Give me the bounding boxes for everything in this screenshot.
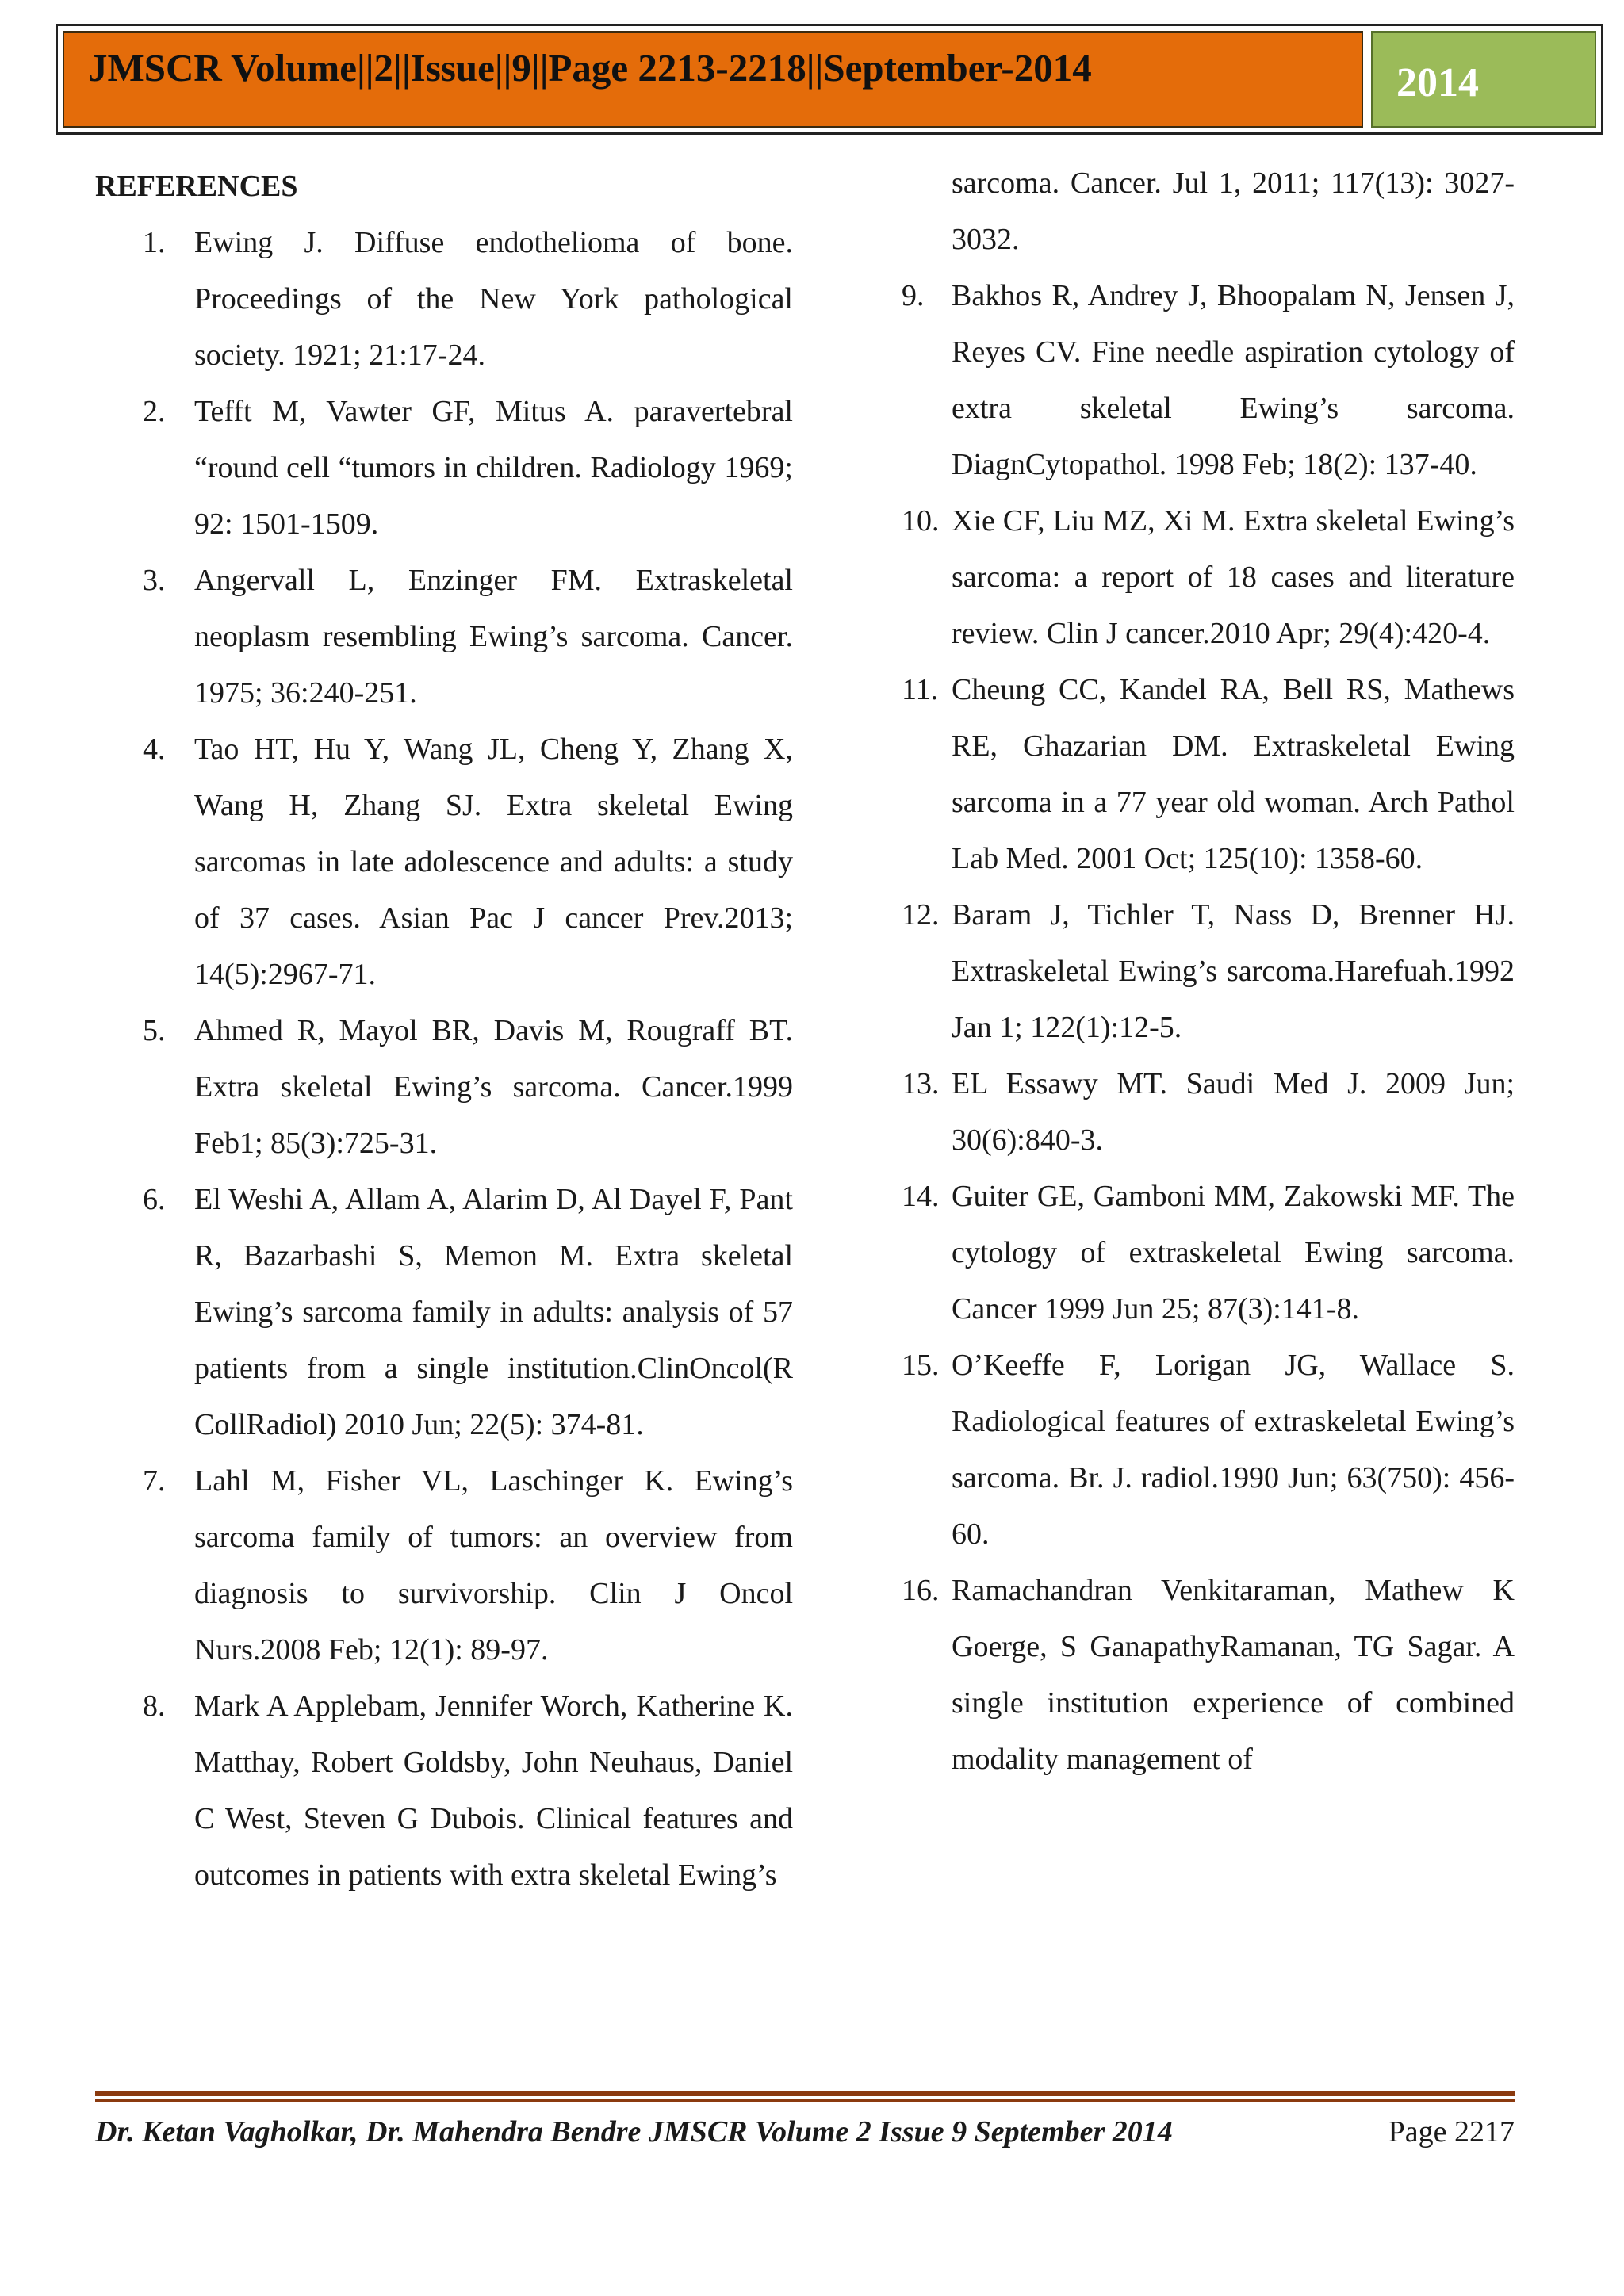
reference-text: Ewing J. Diffuse endothelioma of bone. Proceedings of the New York pathological society. 1921; 21:17-24. [194,226,793,372]
reference-number: 2. [143,395,166,428]
reference-text: Baram J, Tichler T, Nass D, Brenner HJ. Extraskeletal Ewing’s sarcoma.Harefuah.1992 Jan 1; 122(1):12-5. [952,898,1515,1044]
reference-text: Ahmed R, Mayol BR, Davis M, Rougraff BT. Extra skeletal Ewing’s sarcoma. Cancer.1999 Feb1; 85(3):725-31. [194,1014,793,1160]
reference-text: Lahl M, Fisher VL, Laschinger K. Ewing’s sarcoma family of tumors: an overview from diagnosis to survivorship. Clin J Oncol Nurs.2008 Feb; 12(1): 89-97. [194,1464,793,1667]
reference-number: 4. [143,733,166,766]
footer-rule-thin [95,2099,1515,2102]
reference-item [872,1169,1515,1337]
page-footer [95,2112,1515,2152]
reference-item [95,553,793,721]
reference-number: 1. [143,226,166,259]
reference-text: Bakhos R, Andrey J, Bhoopalam N, Jensen J, Reyes CV. Fine needle aspiration cytology of extra skeletal Ewing’s sarcoma. DiagnCytopathol. 1998 Feb; 18(2): 137-40. [952,279,1515,481]
reference-number: 13. [902,1067,940,1100]
reference-item [872,1056,1515,1169]
reference-text: Xie CF, Liu MZ, Xi M. Extra skeletal Ewing’s sarcoma: a report of 18 cases and literature review. Clin J cancer.2010 Apr; 29(4):420-4. [952,504,1515,650]
reference-item [95,1172,793,1453]
reference-item [872,1337,1515,1563]
references-heading: REFERENCES [95,170,298,203]
reference-text: Cheung CC, Kandel RA, Bell RS, Mathews RE, Ghazarian DM. Extraskeletal Ewing sarcoma in a 77 year old woman. Arch Pathol Lab Med. 2001 Oct; 125(10): 1358-60. [952,673,1515,875]
reference-number: 7. [143,1464,166,1498]
reference-text: Tefft M, Vawter GF, Mitus A. paravertebral “round cell “tumors in children. Radiology 1969; 92: 1501-1509. [194,395,793,541]
reference-item [95,215,793,384]
reference-number: 5. [143,1014,166,1047]
reference-item [95,384,793,553]
left-column [95,159,793,1904]
footer-rule [95,2091,1515,2096]
reference-number: 15. [902,1349,940,1382]
reference-text: Ramachandran Venkitaraman, Mathew K Goerge, S GanapathyRamanan, TG Sagar. A single institution experience of combined modality management of [952,1574,1515,1776]
reference-text: Tao HT, Hu Y, Wang JL, Cheng Y, Zhang X, Wang H, Zhang SJ. Extra skeletal Ewing sarcomas in late adolescence and adults: a study of 37 cases. Asian Pac J cancer Prev.2013; 14(5):2967-71. [194,733,793,991]
right-reference-list [872,268,1515,1788]
year-badge: 2014 [1371,31,1596,128]
reference-text: EL Essawy MT. Saudi Med J. 2009 Jun; 30(6):840-3. [952,1067,1515,1157]
reference-item [872,268,1515,493]
reference-item [95,1003,793,1172]
footer-credit: Dr. Ketan Vagholkar, Dr. Mahendra Bendre JMSCR Volume 2 Issue 9 September 2014 [95,2115,1173,2149]
reference-item [872,1563,1515,1788]
reference-text: O’Keeffe F, Lorigan JG, Wallace S. Radiological features of extraskeletal Ewing’s sarcoma. Br. J. radiol.1990 Jun; 63(750): 456-60. [952,1349,1515,1551]
reference-number: 12. [902,898,940,932]
reference-item [872,493,1515,662]
reference-number: 14. [902,1180,940,1213]
reference-item [95,1453,793,1678]
left-reference-list [95,215,793,1904]
reference-number: 9. [902,279,925,312]
reference-text: Guiter GE, Gamboni MM, Zakowski MF. The cytology of extraskeletal Ewing sarcoma. Cancer 1999 Jun 25; 87(3):141-8. [952,1180,1515,1326]
page-number: Page 2217 [1388,2115,1515,2149]
reference-item [872,887,1515,1056]
reference-number: 6. [143,1183,166,1216]
reference-number: 8. [143,1689,166,1723]
journal-header [56,24,1603,135]
reference-number: 10. [902,504,940,538]
reference-item [95,721,793,1003]
right-column [872,155,1515,1788]
reference-text: El Weshi A, Allam A, Alarim D, Al Dayel F, Pant R, Bazarbashi S, Memon M. Extra skeletal Ewing’s sarcoma family in adults: analysis of 57 patients from a single institution.ClinOncol(R CollRadiol) 2010 Jun; 22(5): 374-81. [194,1183,793,1441]
reference-text: Mark A Applebam, Jennifer Worch, Katherine K. Matthay, Robert Goldsby, John Neuhaus, Daniel C West, Steven G Dubois. Clinical features and outcomes in patients with extra skeletal Ewing’s [194,1689,793,1892]
journal-info-banner: JMSCR Volume||2||Issue||9||Page 2213-2218||September-2014 [63,31,1363,128]
reference-item [95,1678,793,1904]
reference-item [872,662,1515,887]
reference-continuation: sarcoma. Cancer. Jul 1, 2011; 117(13): 3027-3032. [952,166,1515,256]
reference-number: 3. [143,564,166,597]
reference-text: Angervall L, Enzinger FM. Extraskeletal neoplasm resembling Ewing’s sarcoma. Cancer. 1975; 36:240-251. [194,564,793,710]
reference-number: 11. [902,673,939,706]
reference-number: 16. [902,1574,940,1607]
